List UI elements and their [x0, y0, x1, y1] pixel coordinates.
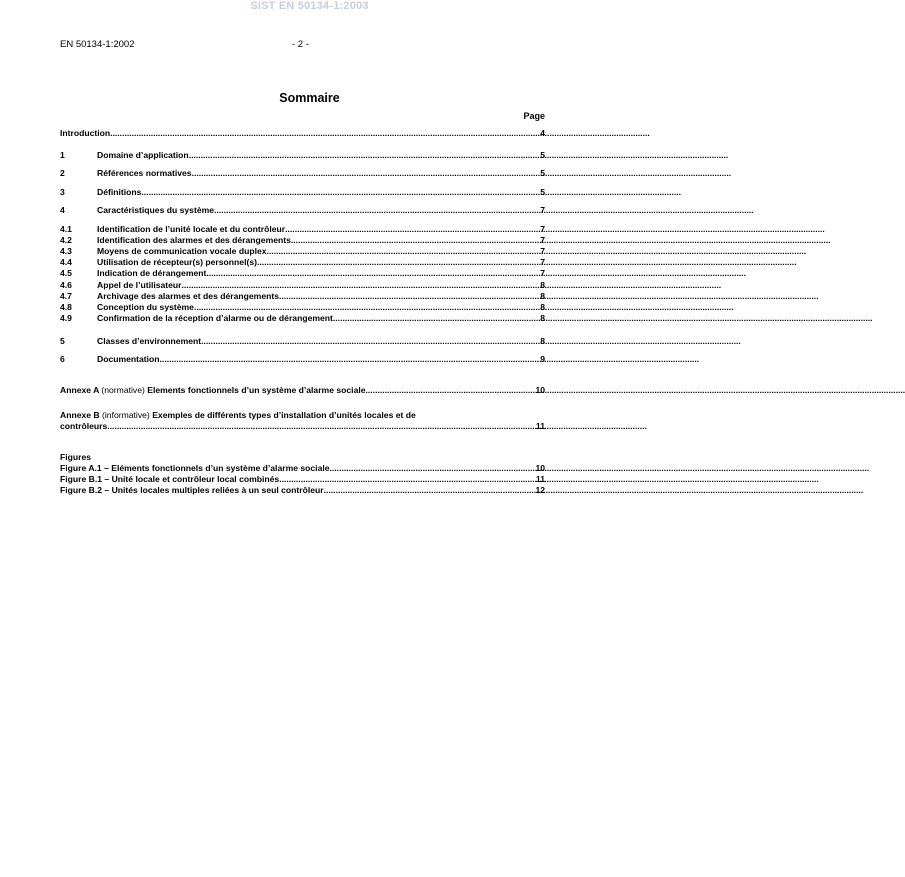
page-column-label: Page: [523, 111, 545, 121]
dot-leader: [214, 205, 540, 216]
dot-leader: [291, 235, 540, 246]
toc-label: Caractéristiques du système: [97, 205, 215, 215]
toc-number: 4.8: [60, 302, 72, 312]
dot-leader: [267, 246, 541, 257]
toc-page: 7: [540, 268, 545, 278]
toc-number: 6: [60, 354, 65, 364]
watermark: SIST EN 50134-1:2003: [250, 0, 369, 12]
toc-page: 7: [540, 257, 545, 267]
toc-label: Documentation: [97, 354, 160, 364]
dot-leader: [330, 463, 536, 474]
page-number: - 2 -: [292, 39, 309, 50]
toc-label: Confirmation de la réception d’alarme ou de dérangement: [97, 313, 333, 323]
toc-page: 5: [540, 187, 545, 197]
dot-leader: [333, 313, 540, 324]
toc-page: 8: [540, 313, 545, 323]
figure-page: 11: [535, 474, 545, 484]
toc-label: Définitions: [97, 187, 142, 197]
toc-label: Identification des alarmes et des dérangements: [97, 235, 291, 245]
annex-label: [60, 385, 366, 396]
dot-leader: [107, 421, 536, 432]
toc-entry[interactable]: [60, 187, 545, 198]
toc-entry[interactable]: [60, 291, 545, 302]
toc-page: 4: [540, 128, 545, 138]
dot-leader: [366, 385, 536, 396]
toc-page: 5: [540, 150, 545, 160]
toc-number: 4.7: [60, 291, 72, 301]
dot-leader: [194, 302, 540, 313]
toc-label: Appel de l’utilisateur: [97, 280, 182, 290]
dot-leader: [324, 485, 536, 496]
toc-number: 4.4: [60, 257, 72, 267]
toc-page: 8: [540, 280, 545, 290]
toc-page: 11: [535, 421, 545, 431]
dot-leader: [182, 280, 541, 291]
toc-label: Références normatives: [97, 168, 192, 178]
toc-page: 7: [540, 246, 545, 256]
toc-number: 3: [60, 187, 65, 197]
toc-page: 8: [540, 336, 545, 346]
toc-label: Introduction: [60, 128, 111, 138]
toc-label: Conception du système: [97, 302, 194, 312]
annex-kind: (normative): [101, 385, 145, 395]
toc-entry-introduction[interactable]: [60, 128, 545, 139]
figure-label: Figure A.1 – Eléments fonctionnels d’un système d’alarme sociale: [60, 463, 330, 473]
toc-number: 4: [60, 205, 65, 215]
toc-page: 9: [540, 354, 545, 364]
toc-label: Utilisation de récepteur(s) personnel(s): [97, 257, 257, 267]
toc-entry[interactable]: [60, 235, 545, 246]
toc-page: 7: [540, 235, 545, 245]
toc-number: 2: [60, 168, 65, 178]
figure-entry[interactable]: [60, 485, 545, 496]
toc-page: 5: [540, 168, 545, 178]
toc-label: Archivage des alarmes et des dérangements: [97, 291, 279, 301]
toc-entry[interactable]: [60, 336, 545, 347]
figure-label: Figure B.1 – Unité locale et contrôleur local combinés: [60, 474, 280, 484]
toc-page: 10: [535, 385, 545, 395]
toc-entry[interactable]: [60, 246, 545, 257]
toc-entry-annexe-b-cont[interactable]: [60, 421, 545, 432]
dot-leader: [279, 291, 540, 302]
toc-entry[interactable]: [60, 257, 545, 268]
dot-leader: [206, 268, 540, 279]
toc-entry[interactable]: [60, 354, 545, 365]
toc-entry-annexe-a[interactable]: [60, 385, 545, 396]
toc-label: Domaine d’application: [97, 150, 189, 160]
dot-leader: [189, 150, 541, 161]
dot-leader: [257, 257, 540, 268]
figure-label: Figure B.2 – Unités locales multiples reliées à un seul contrôleur: [60, 485, 324, 495]
toc-page: 8: [540, 291, 545, 301]
dot-leader: [160, 354, 541, 365]
annex-prefix: Annexe B: [60, 410, 100, 420]
toc-number: 4.9: [60, 313, 72, 323]
toc-number: 4.3: [60, 246, 72, 256]
toc-number: 4.1: [60, 224, 72, 234]
figures-heading: Figures: [60, 452, 92, 462]
annex-title: Elements fonctionnels d’un système d’alarme sociale: [147, 385, 366, 395]
annex-prefix: Annexe A: [60, 385, 99, 395]
toc-label: Identification de l’unité locale et du contrôleur: [97, 224, 286, 234]
dot-leader: [201, 336, 540, 347]
toc-entry[interactable]: [60, 168, 545, 179]
toc-label: Moyens de communication vocale duplex: [97, 246, 267, 256]
figure-entry[interactable]: [60, 463, 545, 474]
dot-leader: [110, 128, 540, 139]
document-id: EN 50134-1:2002: [60, 39, 135, 50]
toc-number: 4.6: [60, 280, 72, 290]
toc-number: 1: [60, 150, 65, 160]
toc-entry[interactable]: [60, 280, 545, 291]
toc-number: 4.2: [60, 235, 72, 245]
figure-page: 12: [535, 485, 545, 495]
toc-label: Classes d’environnement: [97, 336, 202, 346]
toc-page: 7: [540, 205, 545, 215]
annex-title-continued: contrôleurs: [60, 421, 108, 431]
toc-entry[interactable]: [60, 224, 545, 235]
page-title: Sommaire: [279, 91, 340, 105]
dot-leader: [141, 187, 540, 198]
toc-label: Indication de dérangement: [97, 268, 207, 278]
toc-entry[interactable]: [60, 150, 545, 161]
toc-number: 4.5: [60, 268, 72, 278]
dot-leader: [279, 474, 536, 485]
figure-entry[interactable]: [60, 474, 545, 485]
dot-leader: [285, 224, 540, 235]
toc-entry[interactable]: [60, 268, 545, 279]
toc-page: 8: [540, 302, 545, 312]
toc-entry[interactable]: [60, 302, 545, 313]
annex-title: Exemples de différents types d’installation d’unités locales et de: [152, 410, 416, 420]
dot-leader: [192, 168, 541, 179]
figure-page: 10: [535, 463, 545, 473]
toc-page: 7: [540, 224, 545, 234]
toc-entry-annexe-b[interactable]: [60, 410, 416, 421]
toc-number: 5: [60, 336, 65, 346]
annex-kind: (informative): [102, 410, 150, 420]
toc-entry[interactable]: [60, 313, 545, 324]
toc-entry[interactable]: [60, 205, 545, 216]
